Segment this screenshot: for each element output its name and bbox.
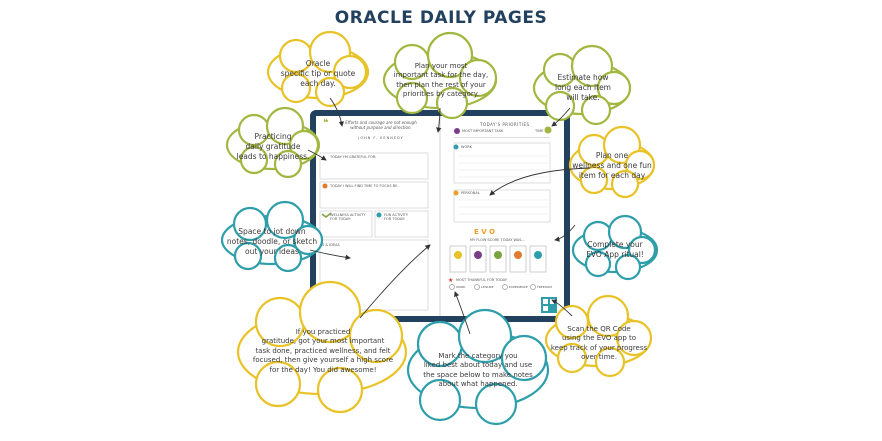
fun-label: FUN ACTIVITY FOR TODAY: <box>384 213 408 221</box>
focus-label: TODAY I WILL FIND TIME TO FOCUS BY... <box>330 184 400 188</box>
page-title: ORACLE DAILY PAGES <box>334 8 548 28</box>
callout-practiced: If you practiced gratitude, got your most important task done, practiced wellness, and felt focused, then give yourself a high score for the day! You did awesome! <box>252 328 394 374</box>
callout-jot: Space to jot down notes, doodle, or sketch out your ideas <box>226 227 318 257</box>
score-label: MY FLOW SCORE TODAY WAS... <box>470 238 525 242</box>
quote-author: JOHN F. KENNEDY <box>358 136 404 140</box>
callout-mark: Mark the category you liked best about today and use the space below to make notes about what happened. <box>423 352 533 389</box>
quote-mark-icon: ❝ <box>323 118 329 129</box>
callout-estimate: Estimate how long each item will take. <box>555 73 611 103</box>
callout-gratitude: Practicing daily gratitude leads to happiness. <box>236 132 310 162</box>
category-freedom: FREEDOM <box>537 285 552 289</box>
thankful-label: MOST THANKFUL FOR TODAY <box>456 278 508 282</box>
time-label: TIME <box>535 129 544 133</box>
wellness-label: WELLNESS ACTIVITY FOR TODAY: <box>330 213 366 221</box>
callout-wellness: Plan one wellness and one fun item for each day <box>572 151 652 181</box>
callout-tip: Oracle specific tip or quote each day. <box>280 59 356 89</box>
most-important-label: MOST IMPORTANT TASK <box>462 129 504 133</box>
callout-scan: Scan the QR Code using the EVO app to keep track of your progress over time. <box>550 325 648 362</box>
category-leisure: LEISURE <box>481 285 494 289</box>
callout-evo: Complete your EVO App ritual! <box>586 240 644 260</box>
callout-important: Plan your most important task for the day, then plan the rest of your priorities by category. <box>393 62 489 99</box>
evo-label: E V O <box>474 228 496 236</box>
grateful-label: TODAY I'M GRATEFUL FOR: <box>330 155 377 159</box>
work-label: WORK <box>461 145 472 149</box>
star-icon: ★ <box>448 277 454 284</box>
category-experience: EXPERIENCE <box>509 285 528 289</box>
ideas-label: S & IDEAS <box>322 243 340 247</box>
category-work: WORK <box>456 285 466 289</box>
quote-text: Efforts and courage are not enough without purpose and direction. <box>345 120 417 131</box>
priorities-label: TODAY'S PRIORITIES <box>480 122 530 127</box>
personal-label: PERSONAL <box>461 191 480 195</box>
